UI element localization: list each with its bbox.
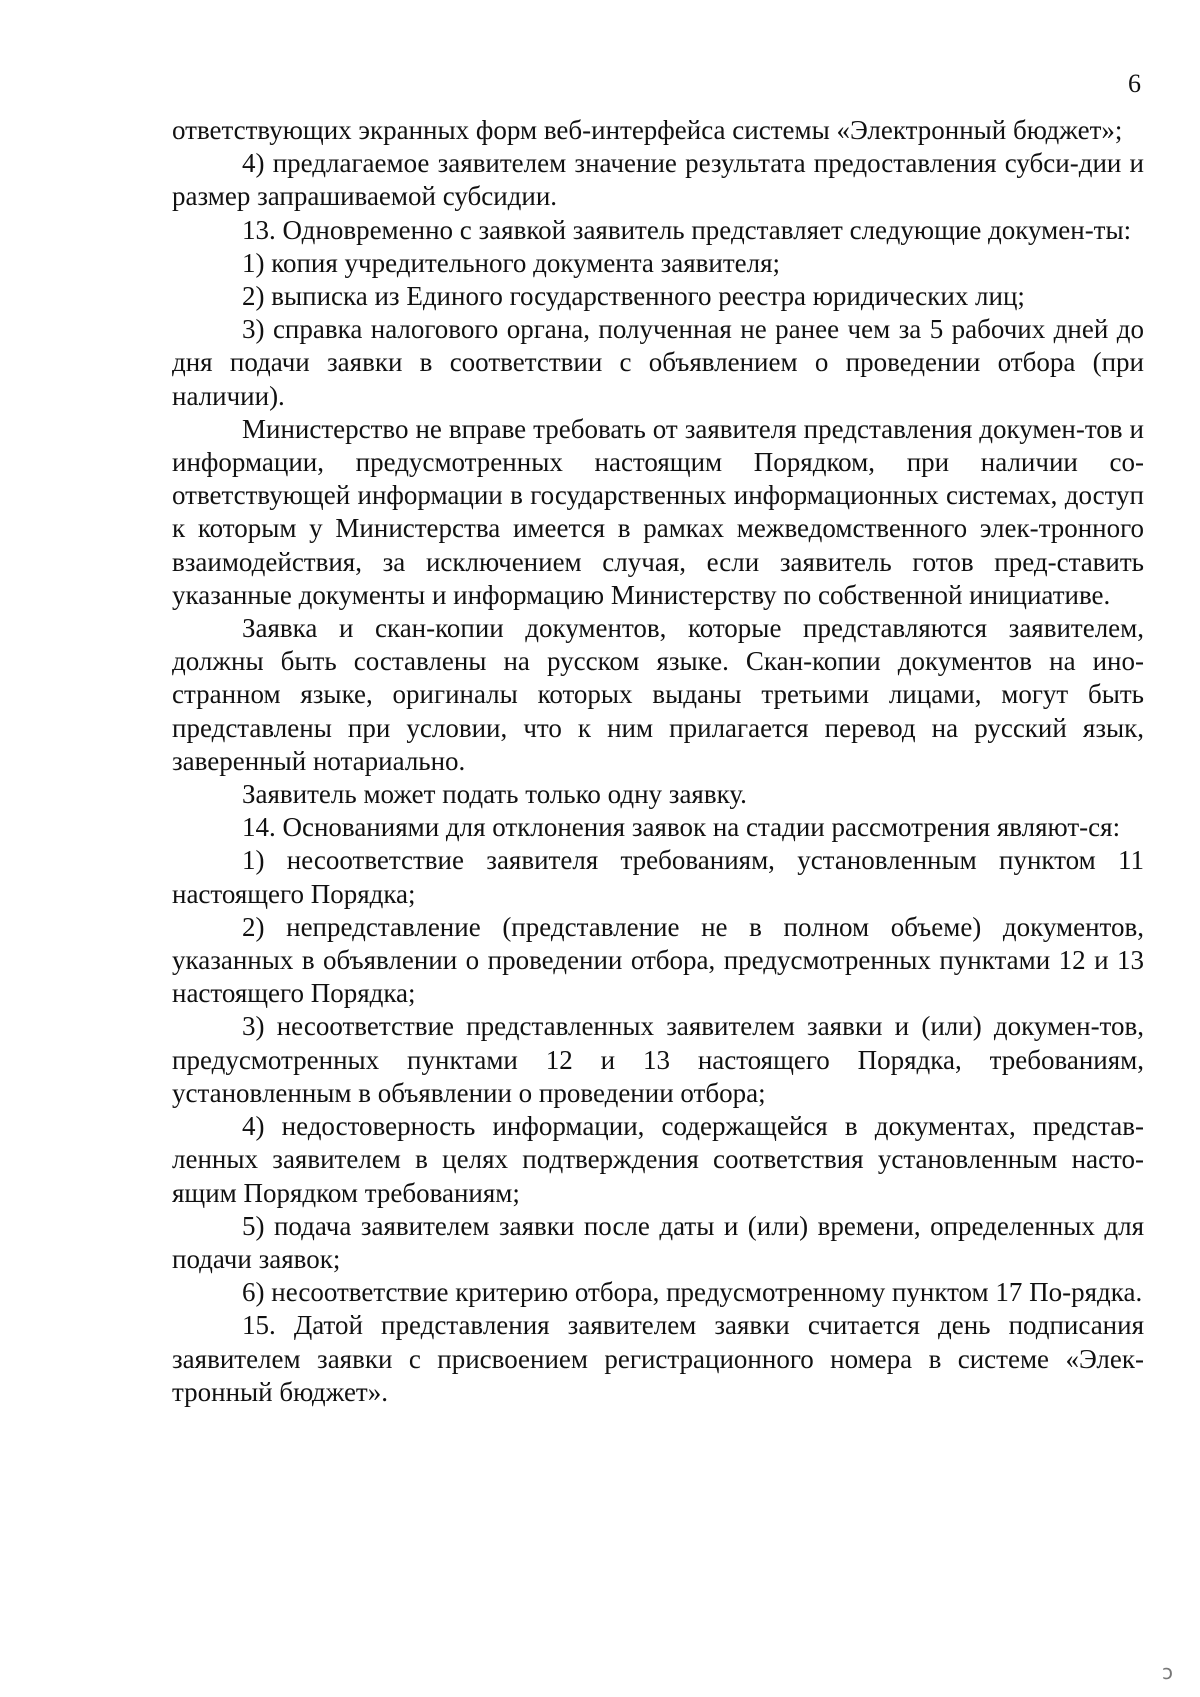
paragraph: 14. Основаниями для отклонения заявок на стадии рассмотрения являют-ся:: [242, 812, 1121, 843]
paragraph: 2) выписка из Единого государственного реестра юридических лиц;: [242, 281, 1025, 312]
paragraph: Министерство не вправе требовать от заявителя представления докумен-тов и информации, предусмотренных настоящим Порядком, при наличии со-ответствующей информации в государственных информационных системах, доступ к которым у Министерства имеется в рамках межведомственного элек-тронного взаимодействия, за исключением случая, если заявитель готов пред-ставить указанные документы и информацию Министерству по собственной инициативе.: [172, 413, 1144, 610]
paragraph: 2) непредставление (представление не в полном объеме) документов, указанных в объявлении о проведении отбора, предусмотренных пунктами 12 и 13 настоящего Порядка;: [172, 911, 1144, 1009]
paragraph: Заявка и скан-копии документов, которые представляются заявителем, должны быть составлены на русском языке. Скан-копии документов на ино-странном языке, оригиналы которых выданы третьими лицами, могут быть представлены при условии, что к ним прилагается перевод на русский язык, заверенный нотариально.: [172, 613, 1144, 776]
paragraph: 4) недостоверность информации, содержащейся в документах, представ-ленных заявителем в целях подтверждения соответствия установленным насто-ящим Порядком требованиям;: [172, 1111, 1144, 1208]
document-body: [172, 114, 1144, 1409]
paragraph: 5) подача заявителем заявки после даты и (или) времени, определенных для подачи заявок;: [172, 1210, 1144, 1274]
paragraph: 15. Датой представления заявителем заявки считается день подписания заявителем заявки с присвоением регистрационного номера в системе «Элек-тронный бюджет».: [172, 1310, 1144, 1407]
paragraph: ответствующих экранных форм веб-интерфейса системы «Электронный бюджет»;: [172, 115, 1123, 145]
paragraph: 1) несоответствие заявителя требованиям, установленным пунктом 11 настоящего Порядка;: [172, 845, 1144, 909]
paragraph: 13. Одновременно с заявкой заявитель представляет следующие докумен-ты:: [242, 214, 1132, 245]
paragraph: 3) справка налогового органа, полученная не ранее чем за 5 рабочих дней до дня подачи заявки в соответствии с объявлением о проведении отбора (при наличии).: [172, 314, 1144, 411]
paragraph: 1) копия учредительного документа заявителя;: [242, 247, 781, 278]
scan-mark-icon: ↄ: [1162, 1660, 1173, 1684]
paragraph: Заявитель может подать только одну заявку.: [242, 779, 747, 810]
paragraph: 4) предлагаемое заявителем значение результата предоставления субси-дии и размер запрашиваемой субсидии.: [172, 148, 1144, 212]
paragraph: 3) несоответствие представленных заявителем заявки и (или) докумен-тов, предусмотренных пунктами 12 и 13 настоящего Порядка, требованиям, установленным в объявлении о проведении отбора;: [172, 1011, 1144, 1108]
paragraph: 6) несоответствие критерию отбора, предусмотренному пунктом 17 По-рядка.: [242, 1277, 1143, 1308]
page-number: 6: [1128, 69, 1141, 98]
